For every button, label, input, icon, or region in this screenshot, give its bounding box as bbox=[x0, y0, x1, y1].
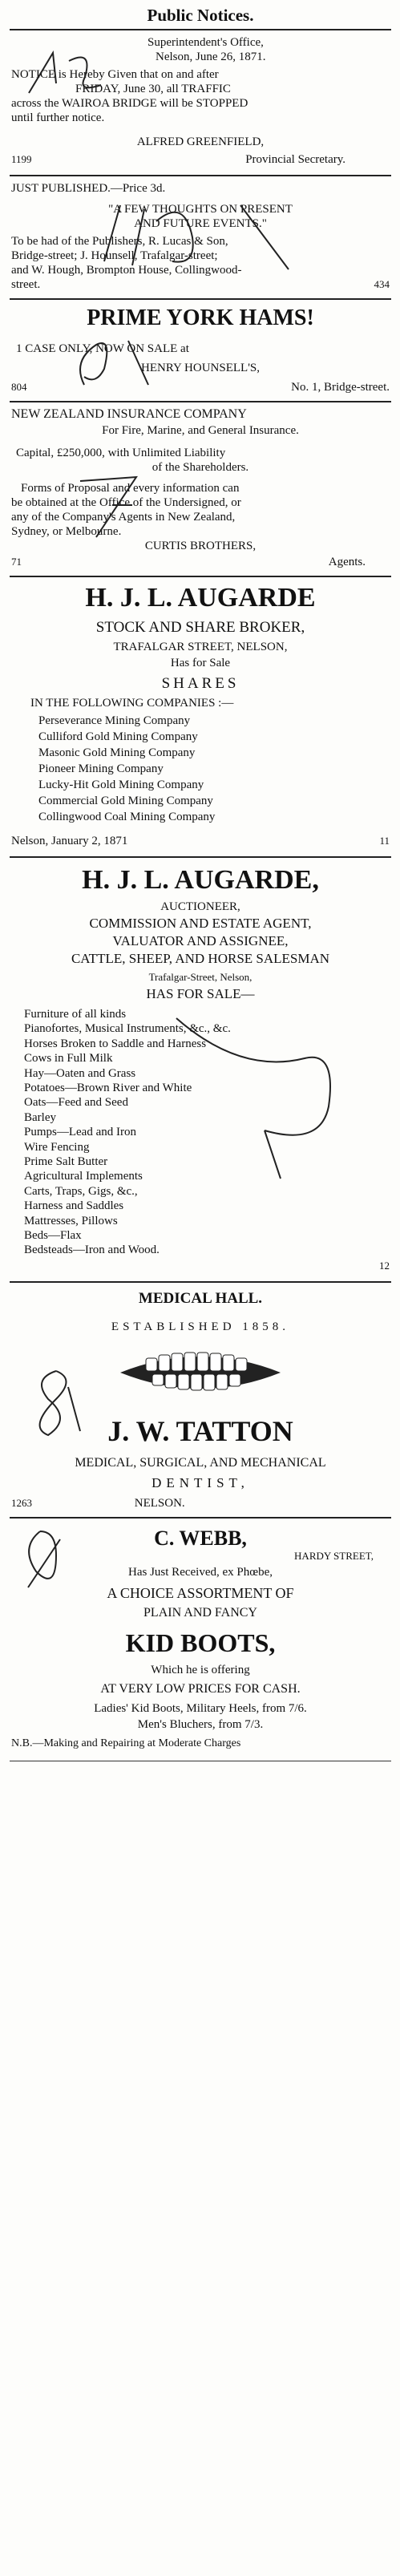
ad-headline: PRIME YORK HAMS! bbox=[87, 305, 314, 330]
ad-number: 71 bbox=[11, 556, 22, 568]
list-item: Barley bbox=[24, 1110, 56, 1124]
notice-line: HENRY HOUNSELL'S, bbox=[141, 362, 260, 374]
list-item: Pumps—Lead and Iron bbox=[24, 1126, 136, 1139]
notice-line: SHARES bbox=[161, 675, 240, 692]
notice-line: MEDICAL, SURGICAL, AND MECHANICAL bbox=[75, 1456, 326, 1470]
signatory-role: Provincial Secretary. bbox=[245, 153, 345, 166]
notice-line: Has for Sale bbox=[170, 657, 231, 669]
notice-line: TRAFALGAR STREET, NELSON, bbox=[113, 641, 288, 653]
notice-line: A CHOICE ASSORTMENT OF bbox=[107, 1585, 294, 1601]
footer-line bbox=[11, 834, 390, 848]
notice-line: CATTLE, SHEEP, AND HORSE SALESMAN bbox=[71, 951, 330, 966]
ad-date: Nelson, January 2, 1871 bbox=[11, 835, 128, 847]
notice-line: NOTICE is Hereby Given that on and after bbox=[11, 68, 219, 81]
notice-line: "A FEW THOUGHTS ON PRESENT bbox=[108, 203, 293, 216]
list-item: Wire Fencing bbox=[24, 1140, 90, 1154]
teeth-icon bbox=[112, 1341, 289, 1405]
ad-headline: MEDICAL HALL. bbox=[138, 1290, 263, 1307]
notice-line: Sydney, or Melbourne. bbox=[11, 525, 122, 538]
notice-line: COMMISSION AND ESTATE AGENT, bbox=[89, 916, 312, 931]
notice-line: NEW ZEALAND INSURANCE COMPANY bbox=[11, 407, 247, 421]
notice-line: AND FUTURE EVENTS." bbox=[134, 217, 267, 230]
list-item: Culliford Gold Mining Company bbox=[38, 730, 198, 743]
list-item: Horses Broken to Saddle and Harness bbox=[24, 1037, 207, 1050]
notice-line: AUCTIONEER, bbox=[160, 900, 240, 913]
notice-line: AT VERY LOW PRICES FOR CASH. bbox=[100, 1682, 301, 1696]
notice-line: IN THE FOLLOWING COMPANIES :— bbox=[30, 697, 234, 710]
list-item: Prime Salt Butter bbox=[24, 1155, 108, 1168]
address: No. 1, Bridge-street. bbox=[291, 381, 390, 394]
section-title: Public Notices. bbox=[147, 6, 254, 25]
notice-line: To be had of the Publishers, R. Lucas & Son, bbox=[11, 235, 228, 248]
list-item: Carts, Traps, Gigs, &c., bbox=[24, 1184, 138, 1198]
handwritten-mark-icon bbox=[96, 189, 305, 277]
handwritten-mark-icon bbox=[21, 45, 125, 101]
footer-line bbox=[11, 380, 390, 394]
notice-line: FRIDAY, June 30, all TRAFFIC bbox=[75, 83, 231, 95]
list-item: Collingwood Coal Mining Company bbox=[38, 811, 216, 823]
footer-line bbox=[11, 1496, 390, 1510]
divider bbox=[10, 175, 391, 176]
notice-line: For Fire, Marine, and General Insurance. bbox=[102, 424, 299, 437]
date-line: Nelson, June 26, 1871. bbox=[156, 51, 266, 63]
notice-line: Has Just Received, ex Phœbe, bbox=[128, 1566, 273, 1579]
notice-line: until further notice. bbox=[11, 111, 105, 124]
ad-number: 804 bbox=[11, 381, 27, 393]
footer-line bbox=[11, 555, 390, 569]
notice-line: PLAIN AND FANCY bbox=[143, 1606, 257, 1620]
list-item: Potatoes—Brown River and White bbox=[24, 1082, 192, 1094]
ad-number: 12 bbox=[379, 1260, 390, 1272]
notice-line: Forms of Proposal and every information can bbox=[21, 482, 240, 495]
notice-line: any of the Company's Agents in New Zealand, bbox=[11, 511, 236, 524]
list-item: Agricultural Implements bbox=[24, 1170, 143, 1183]
divider bbox=[10, 298, 391, 300]
divider bbox=[10, 29, 391, 30]
list-item: Pianofortes, Musical Instruments, &c., &c. bbox=[24, 1022, 231, 1036]
notice-line: across the WAIROA BRIDGE will be STOPPED bbox=[11, 97, 248, 110]
handwritten-mark-icon bbox=[64, 465, 160, 545]
list-item: Lucky-Hit Gold Mining Company bbox=[38, 778, 204, 791]
list-item: Pioneer Mining Company bbox=[38, 762, 164, 775]
list-item: Furniture of all kinds bbox=[24, 1008, 127, 1021]
divider bbox=[10, 401, 391, 402]
notice-line: Capital, £250,000, with Unlimited Liability bbox=[16, 447, 226, 459]
list-item: Cows in Full Milk bbox=[24, 1052, 113, 1066]
place: NELSON. bbox=[134, 1497, 185, 1510]
ad-number: 434 bbox=[374, 278, 390, 290]
ad-number: 1263 bbox=[11, 1497, 32, 1509]
office-line: Superintendent's Office, bbox=[147, 36, 264, 49]
notice-line: of the Shareholders. bbox=[152, 461, 249, 474]
ad-number: 1199 bbox=[11, 153, 32, 165]
ad-headline: KID BOOTS, bbox=[125, 1628, 276, 1657]
list-item: Oats—Feed and Seed bbox=[24, 1096, 128, 1110]
notice-line: Trafalgar-Street, Nelson, bbox=[148, 971, 253, 983]
signatory-name: CURTIS BROTHERS, bbox=[144, 540, 257, 552]
notice-line: and W. Hough, Brompton House, Collingwood- bbox=[11, 264, 242, 277]
handwritten-mark-icon bbox=[16, 1523, 72, 1595]
ad-headline: H. J. L. AUGARDE bbox=[85, 583, 316, 613]
ad-headline: J. W. TATTON bbox=[107, 1415, 293, 1447]
list-item: Hay—Oaten and Grass bbox=[24, 1066, 136, 1080]
ad-headline: C. WEBB, bbox=[154, 1527, 247, 1550]
notice-line: ESTABLISHED 1858. bbox=[111, 1320, 290, 1333]
divider bbox=[10, 1281, 391, 1283]
notice-line: Bridge-street; J. Hounsell, Trafalgar-street; bbox=[11, 249, 218, 262]
notice-line: Which he is offering bbox=[151, 1664, 250, 1676]
notice-line: STOCK AND SHARE BROKER, bbox=[95, 619, 305, 636]
list-item: Beds—Flax bbox=[24, 1229, 82, 1242]
notice-line: N.B.—Making and Repairing at Moderate Charges bbox=[11, 1737, 241, 1749]
footer-line bbox=[11, 277, 390, 292]
notice-line: be obtained at the Office of the Undersigned, or bbox=[11, 496, 241, 509]
ad-number: 11 bbox=[379, 835, 390, 847]
notice-line: Ladies' Kid Boots, Military Heels, from 7/6. bbox=[94, 1702, 307, 1715]
signatory-name: ALFRED GREENFIELD, bbox=[136, 135, 265, 148]
notice-line: HARDY STREET, bbox=[294, 1550, 374, 1562]
notice-line: DENTIST, bbox=[152, 1475, 249, 1490]
notice-line: VALUATOR AND ASSIGNEE, bbox=[112, 933, 289, 948]
list-item: Masonic Gold Mining Company bbox=[38, 746, 196, 759]
notice-line: JUST PUBLISHED.—Price 3d. bbox=[11, 182, 166, 195]
list-item: Commercial Gold Mining Company bbox=[38, 795, 213, 807]
list-item: Harness and Saddles bbox=[24, 1199, 124, 1213]
notice-line: street. bbox=[11, 278, 41, 291]
ad-headline: H. J. L. AUGARDE, bbox=[82, 865, 319, 895]
list-item: Mattresses, Pillows bbox=[24, 1214, 118, 1227]
footer-line bbox=[11, 152, 390, 167]
handwritten-mark-icon bbox=[72, 329, 168, 393]
divider bbox=[10, 1517, 391, 1519]
divider bbox=[10, 856, 391, 858]
list-item: Perseverance Mining Company bbox=[38, 714, 191, 727]
notice-line: HAS FOR SALE— bbox=[146, 986, 255, 1001]
signatory-role: Agents. bbox=[328, 556, 366, 568]
divider bbox=[10, 576, 391, 577]
list-item: Bedsteads—Iron and Wood. bbox=[24, 1244, 160, 1257]
notice-line: Men's Bluchers, from 7/3. bbox=[137, 1718, 264, 1731]
notice-line: 1 CASE ONLY, NOW ON SALE at bbox=[16, 342, 189, 355]
